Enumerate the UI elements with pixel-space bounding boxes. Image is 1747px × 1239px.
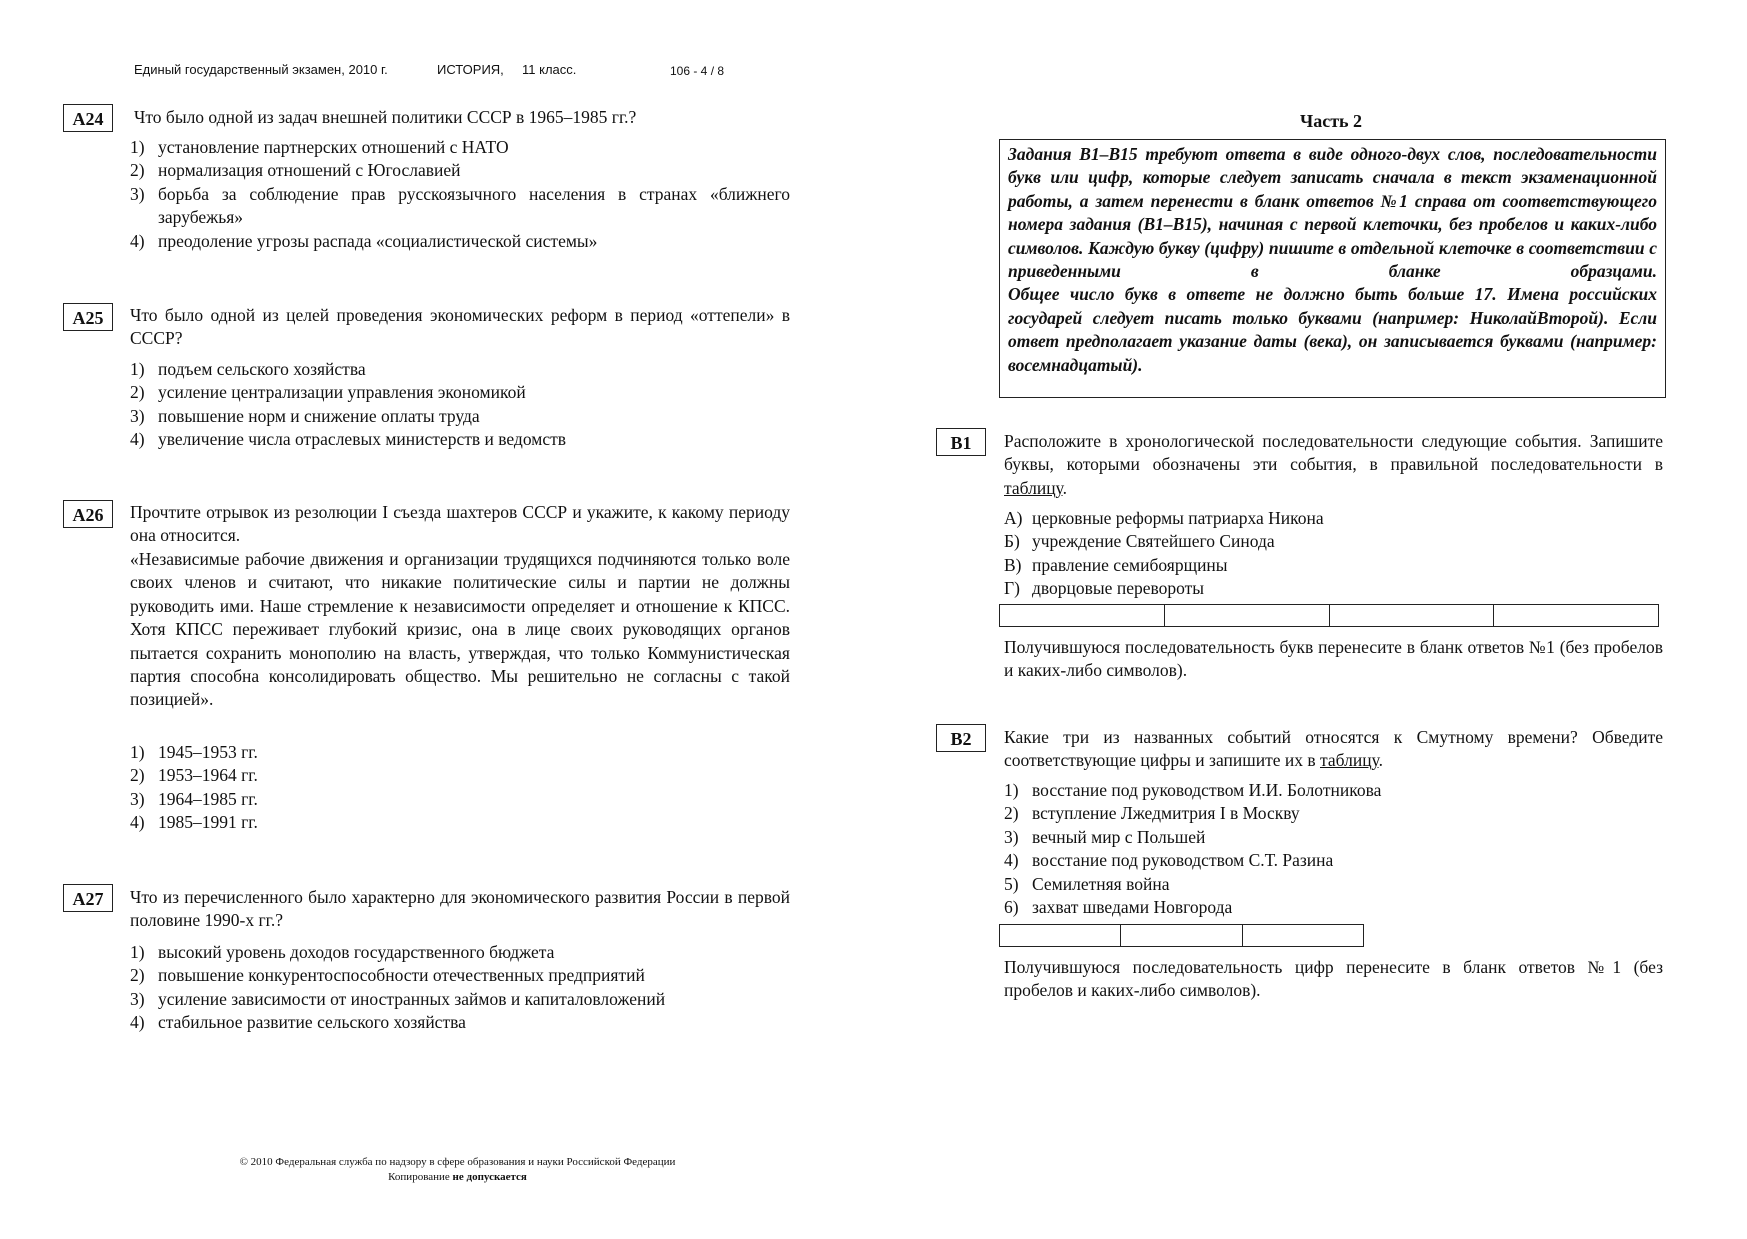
question-number-b2: В2 xyxy=(936,724,986,752)
option: 2) нормализация отношений с Югославией xyxy=(130,160,461,181)
option: 4) преодоление угрозы распада «социалистической системы» xyxy=(130,230,598,251)
option: 2) усиление централизации управления экономикой xyxy=(130,382,526,403)
answer-cell[interactable] xyxy=(1121,925,1242,947)
transfer-note-b1: Получившуюся последовательность букв перенесите в бланк ответов №1 (без пробелов и каких-либо символов). xyxy=(1004,637,1663,681)
instructions-paragraph: Общее число букв в ответе не должно быть больше 17. Имена российских государей следует писать только буквами (например: НиколайВторой). Если ответ предполагает указание даты (века), он записывается буквами (например: восемнадцатый). xyxy=(1008,284,1657,375)
option: В) правление семибоярщины xyxy=(1004,554,1228,575)
question-text-b1: Расположите в хронологической последовательности следующие события. Запишите буквы, которыми обозначены эти события, в правильной последовательности в таблицу. xyxy=(1004,431,1663,498)
footer xyxy=(185,1155,730,1185)
table-link: таблицу xyxy=(1320,750,1379,771)
options-a25 xyxy=(130,358,790,452)
answer-table-b1 xyxy=(999,604,1659,627)
question-number-a25: A25 xyxy=(63,303,113,331)
question-text-a26: Прочтите отрывок из резолюции I съезда шахтеров СССР и укажите, к какому периоду она относится. xyxy=(130,502,790,546)
question-text-a24: Что было одной из задач внешней политики СССР в 1965–1985 гг.? xyxy=(134,107,637,127)
question-number-a27: A27 xyxy=(63,884,113,912)
options-b1 xyxy=(1004,507,1663,601)
header-subject: ИСТОРИЯ, xyxy=(437,62,504,77)
header-exam: Единый государственный экзамен, 2010 г. xyxy=(134,62,388,77)
options-a24 xyxy=(130,136,790,253)
question-text-b2: Какие три из названных событий относятся к Смутному времени? Обведите соответствующие цифры и запишите их в таблицу. xyxy=(1004,727,1663,771)
answer-cell[interactable] xyxy=(1000,605,1165,627)
option: 4) стабильное развитие сельского хозяйства xyxy=(130,1012,466,1033)
option: 3) усиление зависимости от иностранных займов и капиталовложений xyxy=(130,988,666,1009)
option: 2) 1953–1964 гг. xyxy=(130,765,258,786)
option: 2) вступление Лжедмитрия I в Москву xyxy=(1004,803,1300,824)
part2-instructions xyxy=(999,139,1666,398)
option: 1) установление партнерских отношений с НАТО xyxy=(130,137,509,157)
option: А) церковные реформы патриарха Никона xyxy=(1004,508,1324,528)
question-number-a26: A26 xyxy=(63,500,113,528)
answer-cell[interactable] xyxy=(1242,925,1363,947)
option: 2) повышение конкурентоспособности отечественных предприятий xyxy=(130,965,645,986)
option: Б) учреждение Святейшего Синода xyxy=(1004,531,1275,552)
option: 5) Семилетняя война xyxy=(1004,873,1170,894)
option: 3) повышение норм и снижение оплаты труда xyxy=(130,405,480,426)
option: 4) восстание под руководством С.Т. Разина xyxy=(1004,850,1334,871)
answer-cell[interactable] xyxy=(1164,605,1329,627)
answer-cell[interactable] xyxy=(1329,605,1494,627)
options-a26 xyxy=(130,741,790,835)
options-b2 xyxy=(1004,779,1663,919)
table-link: таблицу xyxy=(1004,477,1063,498)
option: 3) вечный мир с Польшей xyxy=(1004,826,1206,847)
question-quote-a26: «Независимые рабочие движения и организации трудящихся подчиняются только воле своих членов и считают, что никакие политические силы и партии не должны руководить ими. Наше стремление к независимости определяет и отношение к КПСС. Хотя КПСС переживает глубокий кризис, она в лице своих руководящих органов пытается сохранить монополию на власть, утверждая, что только Коммунистическая партия способна консолидировать общество. Мы решительно не согласны с такой позицией». xyxy=(130,549,790,710)
answer-cell[interactable] xyxy=(1494,605,1659,627)
option: 6) захват шведами Новгорода xyxy=(1004,897,1233,918)
option: 1) подъем сельского хозяйства xyxy=(130,359,366,379)
option: 4) увеличение числа отраслевых министерств и ведомств xyxy=(130,429,567,450)
transfer-note-b2: Получившуюся последовательность цифр перенесите в бланк ответов №1 (без пробелов и каких-либо символов). xyxy=(1004,957,1663,1001)
answer-table-b2 xyxy=(999,924,1364,947)
option: 3) борьба за соблюдение прав русскоязычного населения в странах «ближнего зарубежья» xyxy=(130,183,790,228)
option: Г) дворцовые перевороты xyxy=(1004,578,1205,599)
header-page: 106 - 4 / 8 xyxy=(670,64,725,78)
option: 3) 1964–1985 гг. xyxy=(130,788,258,809)
instructions-paragraph: Задания В1–В15 требуют ответа в виде одного-двух слов, последовательности букв или цифр, которые следует записать сначала в текст экзаменационной работы, а затем перенести в бланк ответов №1 справа от соответствующего номера задания (В1–В15), начиная с первой клеточки, без пробелов и каких-либо символов. Каждую букву (цифру) пишите в отдельной клеточке в соответствии с приведенными в бланке образцами. xyxy=(1008,144,1657,282)
question-number-a24: A24 xyxy=(63,104,113,132)
question-text-a25: Что было одной из целей проведения экономических реформ в период «оттепели» в СССР? xyxy=(130,305,790,349)
answer-cell[interactable] xyxy=(1000,925,1121,947)
question-number-b1: В1 xyxy=(936,428,986,456)
option: 1) высокий уровень доходов государственного бюджета xyxy=(130,942,555,962)
footer-copy-notice: Копирование не допускается xyxy=(388,1171,527,1183)
option: 1) восстание под руководством И.И. Болотникова xyxy=(1004,780,1382,800)
footer-copyright: © 2010 Федеральная служба по надзору в сфере образования и науки Российской Федерации xyxy=(239,1156,676,1168)
header-grade: 11 класс. xyxy=(522,62,577,77)
question-text-a27: Что из перечисленного было характерно для экономического развития России в первой половине 1990-х гг.? xyxy=(130,887,790,931)
option: 4) 1985–1991 гг. xyxy=(130,812,258,833)
option: 1) 1945–1953 гг. xyxy=(130,742,258,762)
options-a27 xyxy=(130,941,790,1035)
part2-title: Часть 2 xyxy=(1300,111,1363,131)
